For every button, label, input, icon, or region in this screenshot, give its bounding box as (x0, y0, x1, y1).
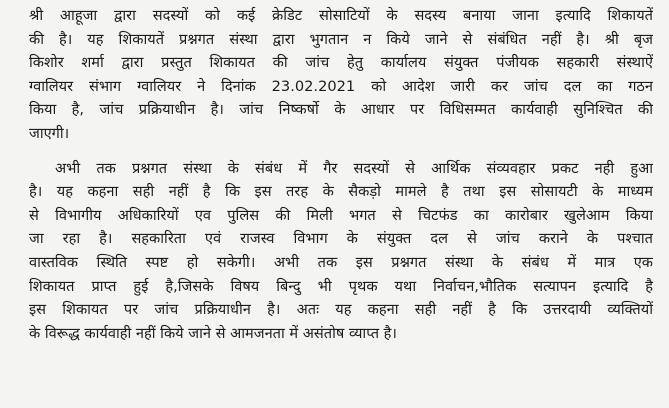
text-line: जाएगी। (29, 124, 70, 142)
text-line: की है। यह शिकायतें प्रश्नगत संस्था द्वारा भुगतान न किये जाने से संबंधित नहीं है। श्री बृज (29, 30, 653, 48)
paragraph-spacer (29, 146, 653, 157)
paragraph-1 (29, 4, 653, 146)
text-line: किया है, जांच प्रक्रियाधीन है। जांच निष्कर्षो के आधार पर विधिसम्मत कार्यवाही सुनिश्चित की (29, 101, 653, 119)
paragraph-2 (29, 157, 653, 346)
text-line: वास्तविक स्थिति स्पष्ट हो सकेगी। अभी तक इस प्रश्नगत संस्था के संबंध में मात्र एक (29, 253, 653, 271)
text-line: ग्वालियर संभाग ग्वालियर ने दिनांक 23.02.2021 को आदेश जारी कर जांच दल का गठन (29, 77, 653, 95)
text-line: शिकायत प्राप्त हुई है,जिसके विषय बिन्दु भी पृथक यथा निर्वाचन,भौतिक सत्यापन इत्यादि है (29, 277, 653, 295)
text-line: जा रहा है। सहकारिता एवं राजस्व विभाग के संयुक्त दल से जांच कराने के पश्चात (29, 230, 653, 248)
text-line: से विभागीय अधिकारियों एव पुलिस की मिली भगत से चिटफंड का कारोबार खुलेआम किया (29, 206, 653, 224)
text-line: इस शिकायत पर जांच प्रक्रियाधीन है। अतः यह कहना सही नहीं है कि उत्तरदायी व्यक्तियों (29, 301, 653, 319)
text-line: है। यह कहना सही नहीं है कि इस तरह के सैकड़ो मामले है तथा इस सोसायटी के माध्यम (29, 183, 653, 201)
text-line: अभी तक प्रश्नगत संस्था के संबंध में गैर सदस्यों से आर्थिक संव्यवहार प्रकट नही हुआ (55, 159, 653, 177)
text-line: श्री आहूजा द्वारा सदस्यों को कई क्रेडिट सोसाटियों के सदस्य बनाया जाना इत्यादि शिकायतें (29, 7, 653, 24)
text-line: किशोर शर्मा द्वारा प्रस्तुत शिकायत की जांच हेतु कार्यालय संयुक्त पंजीयक सहकारी संस्थाऐं (29, 54, 653, 72)
text-line: के विरूद्ध कार्यवाही नहीं किये जाने से आमजनता में असंतोष व्याप्त है। (29, 324, 397, 342)
